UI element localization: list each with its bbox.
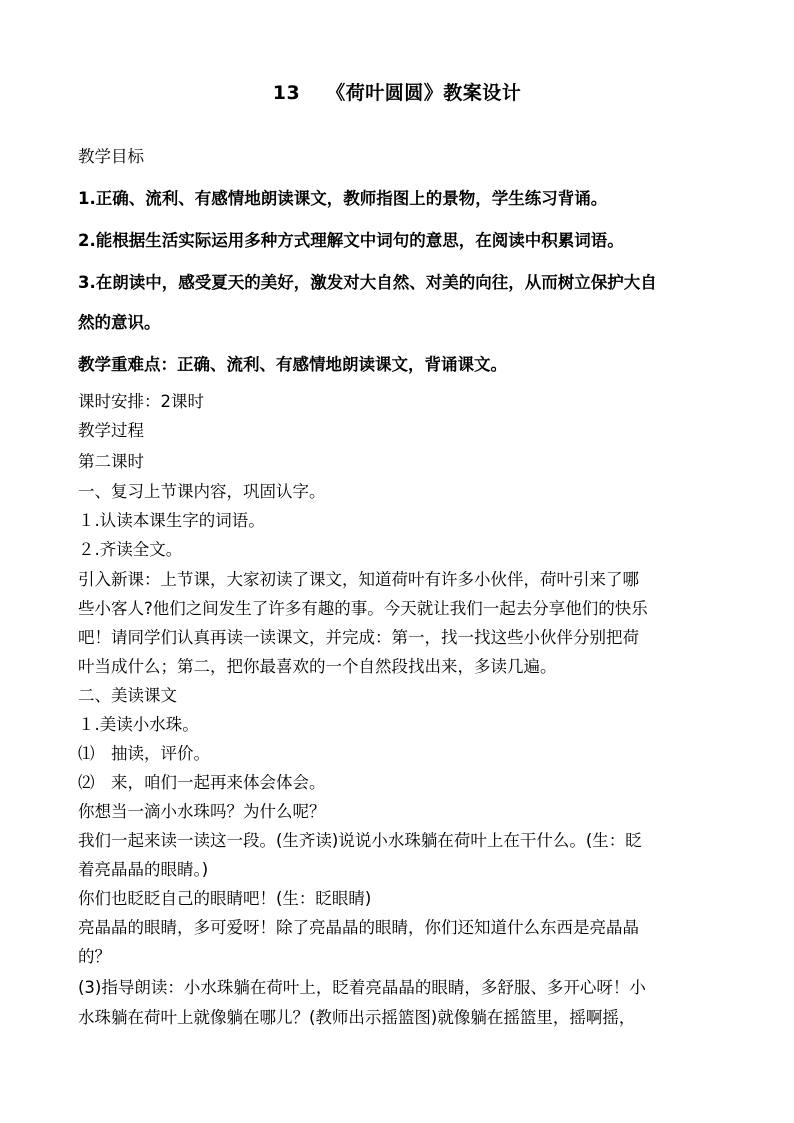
question-line: 你想当一滴小水珠吗？为什么呢？ <box>78 802 326 821</box>
part-1-item-1: １.认读本课生字的词语。 <box>78 511 265 530</box>
title-text: 《荷叶圆圆》教案设计 <box>326 82 522 104</box>
intro-line-3: 吧！请同学们认真再读一读课文，并完成：第一，找一找这些小伙伴分别把荷 <box>78 628 639 647</box>
intro-line-2: 些小客人?他们之间发生了许多有趣的事。今天就让我们一起去分享他们的快乐 <box>78 599 648 618</box>
blink-line: 你们也眨眨自己的眼睛吧！(生：眨眼睛) <box>78 889 372 908</box>
intro-line-4: 叶当成什么；第二，把你最喜欢的一个自然段找出来，多读几遍。 <box>78 657 557 676</box>
title-number: 13 <box>272 82 301 104</box>
part-2-subitem-1: ⑴ 抽读，评价。 <box>78 744 210 763</box>
read-line-2: 着亮晶晶的眼睛。) <box>78 860 209 879</box>
key-points: 教学重难点：正确、流利、有感情地朗读课文，背诵课文。 <box>78 355 507 374</box>
heading-goals: 教学目标 <box>78 147 144 166</box>
page-title <box>0 78 794 105</box>
part-1-item-2: ２.齐读全文。 <box>78 540 183 559</box>
process-heading: 教学过程 <box>78 421 144 440</box>
goal-1: 1.正确、流利、有感情地朗读课文，教师指图上的景物，学生练习背诵。 <box>78 189 608 208</box>
guide-line-2: 水珠躺在荷叶上就像躺在哪儿？(教师出示摇篮图)就像躺在摇篮里，摇啊摇， <box>78 1008 636 1027</box>
goal-3-line-1: 3.在朗读中，感受夏天的美好，激发对大自然、对美的向往，从而树立保护大自 <box>78 273 657 292</box>
schedule: 课时安排：2课时 <box>78 392 204 411</box>
read-line-1: 我们一起来读一读这一段。(生齐读)说说小水珠躺在荷叶上在干什么。(生：眨 <box>78 831 642 850</box>
lesson-heading: 第二课时 <box>78 452 144 471</box>
goal-3-line-2: 然的意识。 <box>78 313 161 332</box>
part-2-item-1: １.美读小水珠。 <box>78 715 199 734</box>
shine-line-2: 的？ <box>78 947 111 966</box>
intro-line-1: 引入新课：上节课，大家初读了课文，知道荷叶有许多小伙伴，荷叶引来了哪 <box>78 570 639 589</box>
part-2-heading: 二、美读课文 <box>78 686 177 705</box>
shine-line-1: 亮晶晶的眼睛，多可爱呀！除了亮晶晶的眼睛，你们还知道什么东西是亮晶晶 <box>78 918 639 937</box>
guide-line-1: (3)指导朗读：小水珠躺在荷叶上，眨着亮晶晶的眼睛，多舒服、多开心呀！小 <box>78 978 646 997</box>
part-2-subitem-2: ⑵ 来，咱们一起再来体会体会。 <box>78 773 326 792</box>
goal-2: 2.能根据生活实际运用多种方式理解文中词句的意思，在阅读中积累词语。 <box>78 231 624 250</box>
part-1-heading: 一、复习上节课内容，巩固认字。 <box>78 482 326 501</box>
